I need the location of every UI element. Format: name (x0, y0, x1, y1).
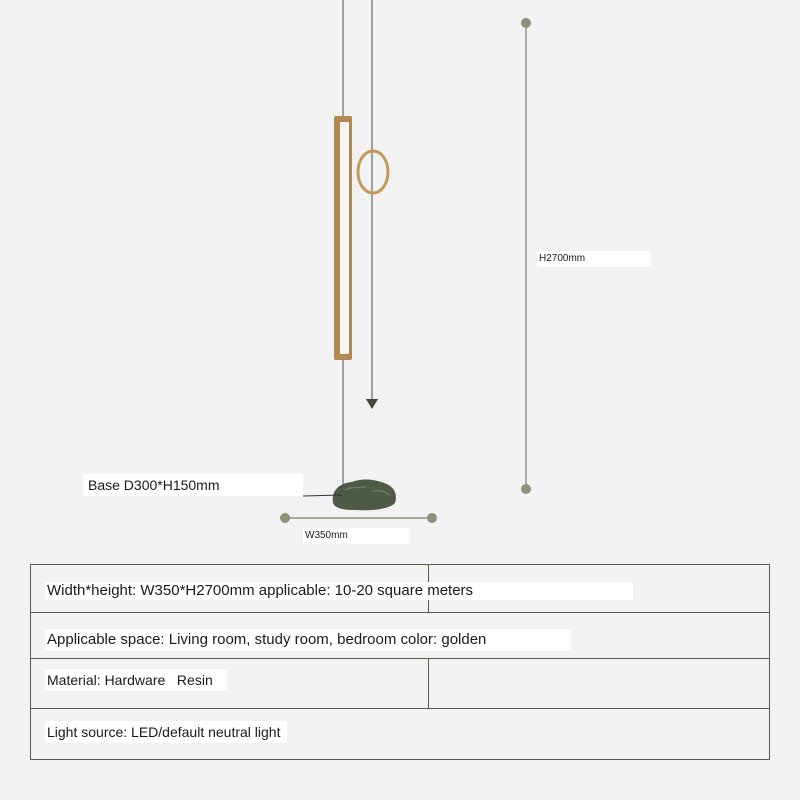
spec-material-text: Material: Hardware Resin (45, 669, 227, 691)
spec-row-light (31, 709, 769, 759)
height-dimension-bottom-dot (521, 484, 531, 494)
arrow-marker (366, 399, 378, 409)
height-label: H2700mm (537, 251, 651, 267)
spec-table (30, 564, 770, 760)
spec-row-dimensions (31, 565, 769, 613)
table-divider (428, 659, 429, 708)
spec-row-space (31, 613, 769, 659)
width-label: W350mm (303, 528, 410, 544)
spec-row-material (31, 659, 769, 709)
ring-light (358, 151, 388, 193)
spec-light-text: Light source: LED/default neutral light (45, 721, 287, 743)
width-dimension-left-dot (280, 513, 290, 523)
width-dimension-right-dot (427, 513, 437, 523)
spec-dimensions-text: Width*height: W350*H2700mm applicable: 10-20 square meters (45, 582, 633, 600)
base-size-label: Base D300*H150mm (83, 474, 303, 496)
base-stone (333, 479, 396, 510)
height-dimension-top-dot (521, 18, 531, 28)
spec-space-text: Applicable space: Living room, study room, bedroom color: golden (45, 629, 571, 651)
